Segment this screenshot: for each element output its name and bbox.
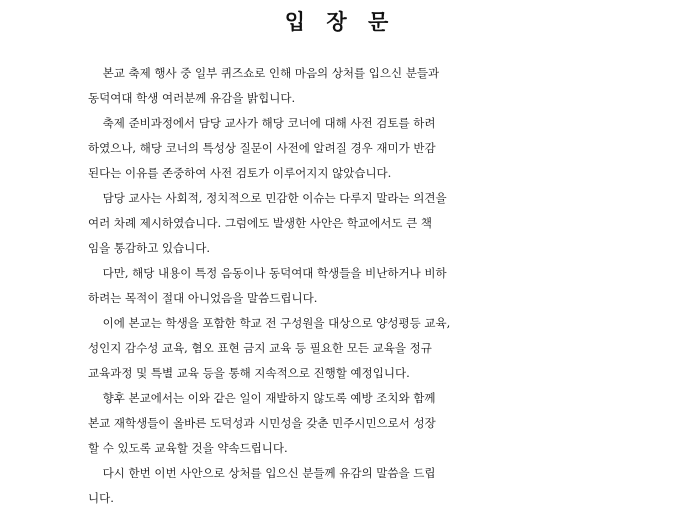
paragraph-line: 성인지 감수성 교육, 혐오 표현 금지 교육 등 필요한 모든 교육을 정규: [88, 341, 432, 355]
paragraph-line: 여러 차례 제시하였습니다. 그럼에도 발생한 사안은 학교에서도 큰 책: [88, 216, 432, 230]
paragraph-line: 이에 본교는 학생을 포함한 학교 전 구성원을 대상으로 양성평등 교육,: [88, 316, 451, 330]
paragraph-3: [88, 186, 588, 261]
paragraph-line: 하였으나, 해당 코너의 특성상 질문이 사전에 알려질 경우 재미가 반감: [88, 141, 436, 155]
paragraph-line: 임을 통감하고 있습니다.: [88, 241, 211, 255]
statement-body: [88, 61, 588, 511]
paragraph-line: 향후 본교에서는 이와 같은 일이 재발하지 않도록 예방 조치와 함께: [88, 391, 436, 405]
paragraph-line: 담당 교사는 사회적, 정치적으로 민감한 이슈는 다루지 말라는 의견을: [88, 191, 447, 205]
paragraph-4: [88, 261, 588, 311]
paragraph-line: 니다.: [88, 491, 114, 505]
paragraph-line: 할 수 있도록 교육할 것을 약속드립니다.: [88, 441, 288, 455]
paragraph-line: 동덕여대 학생 여러분께 유감을 밝힙니다.: [88, 91, 296, 105]
paragraph-6: [88, 386, 588, 461]
paragraph-5: [88, 311, 588, 386]
paragraph-line: 본교 재학생들이 올바른 도덕성과 시민성을 갖춘 민주시민으로서 성장: [88, 416, 436, 430]
paragraph-line: 하려는 목적이 절대 아니었음을 말씀드립니다.: [88, 291, 318, 305]
paragraph-line: 교육과정 및 특별 교육 등을 통해 지속적으로 진행할 예정입니다.: [88, 366, 410, 380]
paragraph-2: [88, 111, 588, 186]
page-title: 입 장 문: [284, 9, 396, 34]
paragraph-line: 된다는 이유를 존중하여 사전 검토가 이루어지지 않았습니다.: [88, 166, 392, 180]
paragraph-7: [88, 461, 588, 511]
paragraph-line: 축제 준비과정에서 담당 교사가 해당 코너에 대해 사전 검토를 하려: [88, 116, 436, 130]
paragraph-line: 다시 한번 이번 사안으로 상처를 입으신 분들께 유감의 말씀을 드립: [88, 466, 436, 480]
paragraph-line: 다만, 해당 내용이 특정 음동이나 동덕여대 학생들을 비난하거나 비하: [88, 266, 447, 280]
paragraph-1: [88, 61, 588, 111]
paragraph-line: 본교 축제 행사 중 일부 퀴즈쇼로 인해 마음의 상처를 입으신 분들과: [88, 66, 440, 80]
